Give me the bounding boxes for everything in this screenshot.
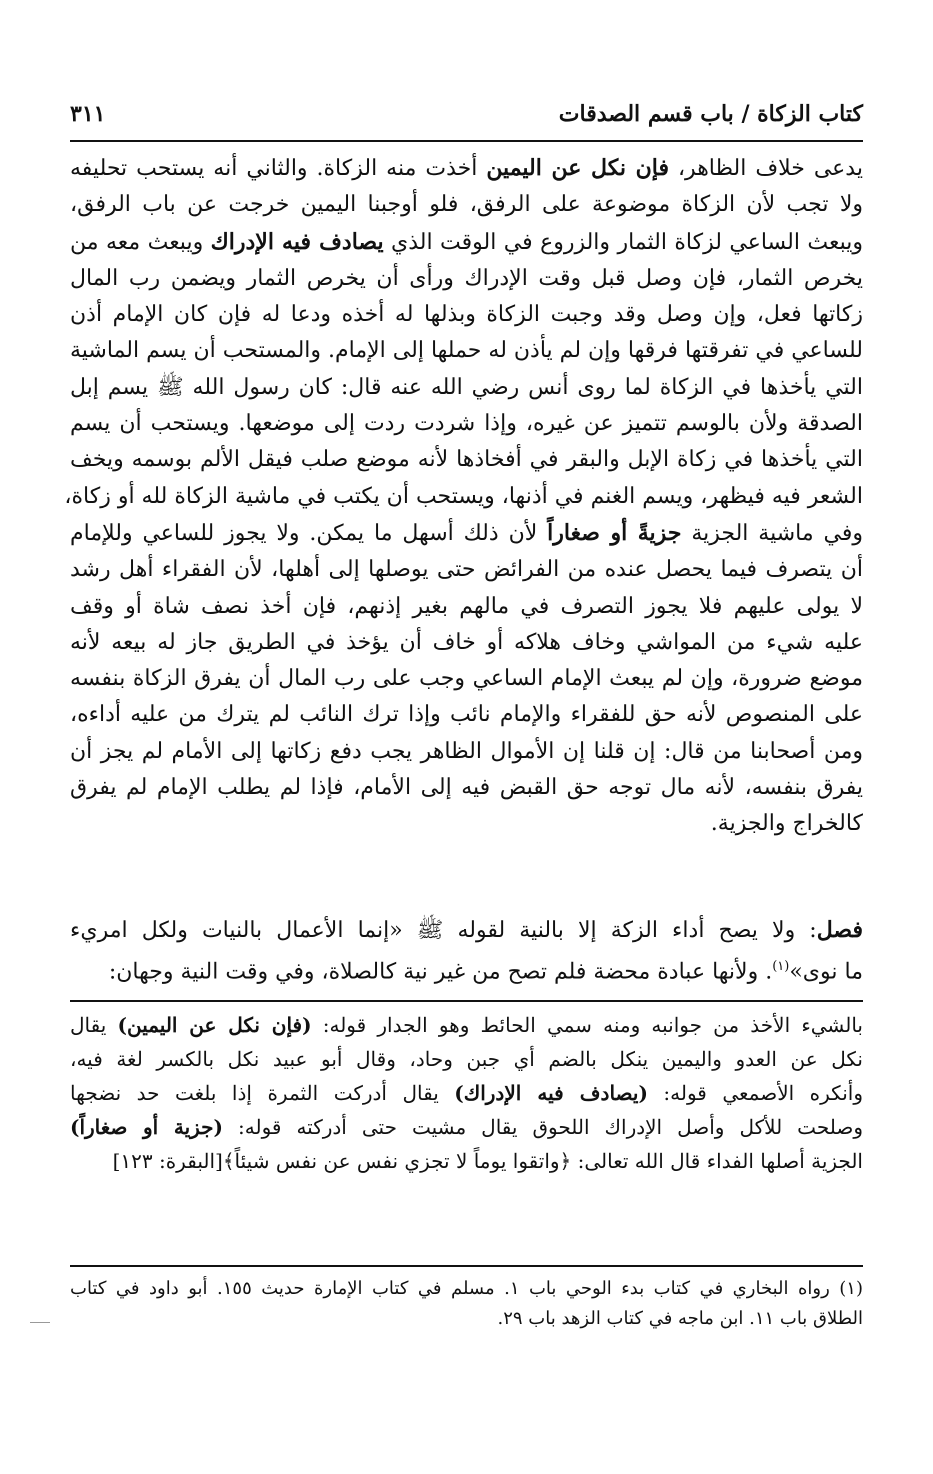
text-run: ويبعث الساعي لزكاة الثمار والزروع في الوقت الذي <box>383 229 863 255</box>
text-run: أن يتصرف فيما يحصل عنده من الفرائض حتى يوصلها إلى أهلها، لأن الفقراء أهل رشد <box>70 557 863 583</box>
text-run: الجزية أصلها الفداء قال الله تعالى: ﴿واتقوا يوماً لا تجزي نفس عن نفس شيئاً﴾[البقرة: ١٢٣] <box>112 1149 863 1173</box>
bold-term: يصادف فيه الإدراك <box>210 228 384 255</box>
text-line <box>70 333 863 369</box>
text-line <box>70 589 863 625</box>
note-line <box>70 1110 863 1144</box>
text-line <box>70 370 863 406</box>
bold-term: جزيةً أو صغاراً <box>547 519 682 546</box>
text-run: ما نوى» <box>789 959 863 985</box>
text-run: زكاتها فعل، وإن وصل وقد وجبت الزكاة وبذلها له أخذه ودعا له فإن كان الإمام أذن <box>70 302 863 328</box>
main-text-block <box>64 150 864 843</box>
text-line <box>70 625 863 661</box>
text-run: لا يولى عليهم فلا يجوز التصرف في مالهم بغير إذنهم، فإن أخذ نصف شاة أو وقف <box>70 593 863 619</box>
text-run: التي يأخذها في زكاة الإبل والبقر في أفخاذها لأنه موضع صلب فيقل الألم بوسمه ويخف <box>70 447 863 473</box>
header-rule <box>70 140 863 142</box>
text-line <box>70 515 863 552</box>
text-run: يقال أدركت الثمرة إذا بلغت حد نضجها <box>70 1081 455 1105</box>
text-run: وفي ماشية الجزية <box>681 520 864 546</box>
note-line <box>70 1042 863 1076</box>
bold-term: فصل <box>816 917 863 943</box>
text-run: على المنصوص لأنه حق للفقراء والإمام نائب وإذا ترك النائب لم يترك من عليه أداءه، <box>70 702 863 728</box>
note-line <box>70 1076 863 1110</box>
text-run: الطلاق باب ١١. ابن ماجه في كتاب الزهد باب ٢٩. <box>497 1308 863 1329</box>
text-run: أخذت منه الزكاة. والثاني أنه يستحب تحليفه <box>70 156 487 181</box>
page-number: ٣١١ <box>70 101 106 127</box>
text-run: التي يأخذها في الزكاة لما روى أنس رضي الله عنه قال: كان رسول الله ﷺ يسم إبل <box>70 374 863 400</box>
text-line <box>70 406 863 442</box>
text-run: . ولأنها عبادة محضة فلم تصح من غير نية كالصلاة، وفي وقت النية وجهان: <box>108 959 773 985</box>
footnote-block <box>70 1274 863 1334</box>
text-line <box>64 479 863 515</box>
commentary-rule <box>70 1000 863 1002</box>
text-run: يقال <box>70 1013 118 1037</box>
note-line <box>70 1144 863 1178</box>
text-run: كالخراج والجزية. <box>710 811 863 837</box>
text-line <box>70 261 863 297</box>
bold-term: (يصادف فيه الإدراك) <box>454 1081 648 1105</box>
footnote-rule <box>70 1265 863 1267</box>
margin-mark <box>30 1322 50 1323</box>
text-line <box>70 552 863 588</box>
text-run: ومن أصحابنا من قال: إن قلنا إن الأموال الظاهر يجب دفع زكاتها إلى الأمام لم يجز أن <box>70 738 863 764</box>
text-run: لأن ذلك أسهل ما يمكن. ولا يجوز للساعي وللإمام <box>70 520 548 546</box>
text-run: بالشيء الأخذ من جوانبه ومنه سمي الحائط وهو الجدار قوله: <box>311 1013 863 1037</box>
text-run: يفرق بنفسه، لأنه مال توجه حق القبض فيه إلى الأمام، فإذا لم يطلب الإمام لم يفرق <box>70 775 863 801</box>
text-run: وصلحت للأكل وأصل الإدراك اللحوق يقال مشيت حتى أدركته قوله: <box>223 1115 863 1139</box>
text-line <box>70 224 863 261</box>
section-line <box>70 912 863 949</box>
section-line <box>70 949 863 990</box>
text-line <box>70 806 863 842</box>
bold-term: فإن نكل عن اليمين <box>486 155 669 181</box>
bold-term: (جزية أو صغاراً) <box>70 1115 223 1139</box>
note-line <box>70 1008 863 1042</box>
text-run: : ولا يصح أداء الزكة إلا بالنية لقوله ﷺ «إنما الأعمال بالنيات ولكل امريء <box>70 918 817 943</box>
footnote-line <box>70 1274 863 1304</box>
text-line <box>70 187 863 223</box>
text-run: عليه شيء من المواشي وخاف هلاكه أو خاف أن يؤخذ في الطريق جاز له بيعه لأنه <box>70 629 863 655</box>
text-line <box>70 697 863 733</box>
commentary-notes <box>70 1008 863 1178</box>
text-run: موضع ضرورة، وإن لم يبعث الإمام الساعي وجب على رب المال أن يفرق الزكاة بنفسه <box>70 666 863 692</box>
text-line <box>70 150 863 187</box>
text-line <box>70 734 863 770</box>
header-title: كتاب الزكاة / باب قسم الصدقات <box>558 101 863 127</box>
text-run: الصدقة ولأن بالوسم تتميز عن غيره، وإذا شردت ردت إلى موضعها. ويستحب أن يسم <box>70 411 863 437</box>
text-run: وأنكره الأصمعي قوله: <box>647 1081 864 1105</box>
footnote-line <box>70 1304 863 1334</box>
fasl-section <box>70 912 863 990</box>
text-run: نكل عن العدو واليمين ينكل بالضم أي جبن وحاد، وقال أبو عبيد نكل بالكسر لغة فيه، <box>70 1047 863 1071</box>
text-run: للساعي في تفرقتها فرقها وإن لم يأذن له حملها إلى الإمام. والمستحب أن يسم الماشية <box>70 338 863 364</box>
text-line <box>70 442 863 478</box>
text-run: يدعى خلاف الظاهر، <box>668 156 863 181</box>
text-line <box>70 661 863 697</box>
text-line <box>70 297 863 333</box>
running-header <box>70 98 863 130</box>
text-line <box>70 770 863 806</box>
text-run: الشعر فيه فيظهر، ويسم الغنم في أذنها، ويستحب أن يكتب في ماشية الزكاة لله أو زكاة، <box>64 483 863 509</box>
footnote-ref: (١) <box>772 959 790 974</box>
text-run: ولا تجب لأن الزكاة موضوعة على الرفق، فلو أوجبنا اليمين خرجت عن باب الرفق، <box>70 192 863 218</box>
text-run: (١) رواه البخاري في كتاب بدء الوحي باب ١. مسلم في كتاب الإمارة حديث ١٥٥. أبو داود في كتاب <box>70 1278 863 1299</box>
text-run: ويبعث معه من <box>70 229 211 255</box>
text-run: يخرص الثمار، فإن وصل قبل وقت الإدراك ورأى أن يخرص الثمار ويضمن رب المال <box>70 265 863 291</box>
bold-term: (فإن نكل عن اليمين) <box>117 1013 312 1037</box>
